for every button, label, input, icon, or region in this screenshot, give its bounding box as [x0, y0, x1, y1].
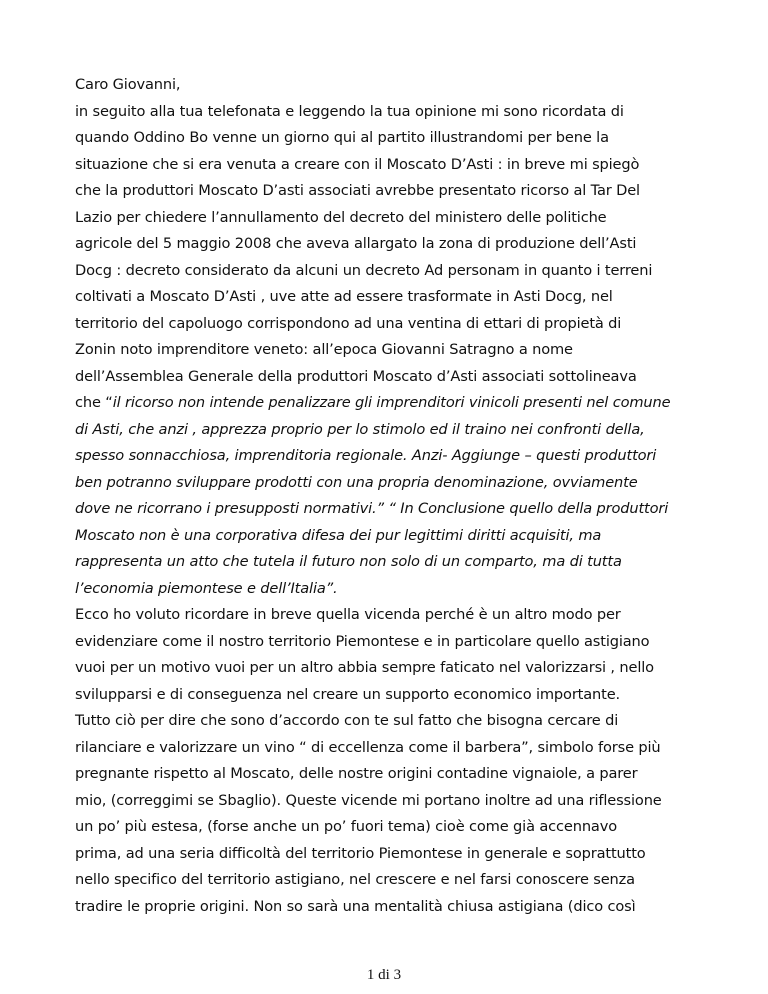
text-segment: nello specifico del territorio astigiano, nel crescere e nel farsi conoscere senza: [75, 871, 635, 888]
text-line: [75, 288, 613, 306]
text-line: [75, 686, 620, 704]
text-line: [75, 500, 668, 518]
text-line: [75, 845, 646, 863]
text-segment: territorio del capoluogo corrispondono ad una ventina di ettari di propietà di: [75, 314, 622, 332]
text-line: [75, 394, 670, 412]
text-line: [75, 659, 654, 677]
text-segment: agricole del 5 maggio 2008 che aveva allargato la zona di produzione dell’Asti: [75, 235, 637, 252]
text-line: [75, 818, 617, 836]
text-line: [75, 103, 624, 121]
italic-text-segment: di Asti, che anzi , apprezza proprio per lo stimolo ed il traino nei confronti della,: [75, 420, 645, 438]
italic-text-segment: Moscato non è una corporativa difesa dei pur legittimi diritti acquisiti, ma: [75, 526, 602, 544]
text-line: [75, 527, 601, 545]
text-segment: svilupparsi e di conseguenza nel creare un supporto economico importante.: [75, 685, 621, 703]
text-segment: Caro Giovanni,: [75, 76, 181, 93]
text-segment: pregnante rispetto al Moscato, delle nostre origini contadine vignaiole, a parer: [75, 765, 638, 782]
text-line: [75, 606, 621, 624]
text-segment: quando Oddino Bo venne un giorno qui al partito illustrandomi per bene la: [75, 129, 609, 146]
text-line: [75, 209, 607, 227]
text-segment: Tutto ciò per dire che sono d’accordo con te sul fatto che bisogna cercare di: [75, 712, 619, 729]
text-line: [75, 474, 638, 492]
page-number: 1 di 3: [366, 967, 402, 983]
text-segment: prima, ad una seria difficoltà del territorio Piemontese in generale e soprattutto: [75, 844, 646, 862]
text-line: [75, 156, 639, 174]
text-line: [75, 182, 640, 200]
text-segment: Ecco ho voluto ricordare in breve quella vicenda perché è un altro modo per: [75, 606, 621, 623]
text-segment: vuoi per un motivo vuoi per un altro abbia sempre faticato nel valorizzarsi , nello: [75, 659, 654, 676]
text-line: [75, 341, 573, 359]
text-line: [75, 315, 621, 333]
text-segment: Lazio per chiedere l’annullamento del decreto del ministero delle politiche: [75, 208, 607, 226]
text-segment: Zonin noto imprenditore veneto: all’epoca Giovanni Satragno a nome: [75, 341, 573, 358]
text-segment: Docg : decreto considerato da alcuni un decreto Ad personam in quanto i terreni: [75, 261, 653, 279]
text-line: [75, 129, 609, 147]
text-line: [75, 368, 637, 386]
text-segment: in seguito alla tua telefonata e leggendo la tua opinione mi sono ricordata di: [75, 102, 624, 120]
text-line: [75, 262, 652, 280]
text-line: [75, 580, 338, 598]
italic-text-segment: l’economia piemontese e dell’Italia”.: [75, 579, 338, 597]
text-segment: evidenziare come il nostro territorio Piemontese e in particolare quello astigiano: [75, 632, 650, 650]
text-line: [75, 898, 636, 916]
italic-text-segment: rappresenta un atto che tutela il futuro non solo di un comparto, ma di tutta: [75, 553, 622, 570]
italic-text-segment: il ricorso non intende penalizzare gli imprenditori vinicoli presenti nel comune: [112, 394, 671, 411]
text-line: [75, 421, 645, 439]
text-line: [75, 633, 649, 651]
italic-text-segment: dove ne ricorrano i presupposti normativi.” “ In Conclusione quello della produttori: [75, 500, 669, 517]
text-segment: situazione che si era venuta a creare con il Moscato D’Asti : in breve mi spiegò: [75, 155, 640, 173]
text-line: [75, 765, 638, 783]
text-segment: dell’Assemblea Generale della produttori Moscato d’Asti associati sottolineava: [75, 367, 637, 385]
text-line: [75, 553, 622, 571]
text-segment: coltivati a Moscato D’Asti , uve atte ad essere trasformate in Asti Docg, nel: [75, 288, 613, 305]
italic-text-segment: spesso sonnacchiosa, imprenditoria regionale. Anzi- Aggiunge – questi produttori: [75, 447, 657, 464]
text-segment: tradire le proprie origini. Non so sarà una mentalità chiusa astigiana (dico così: [75, 897, 636, 915]
text-line: [75, 739, 661, 757]
text-line: [75, 235, 636, 253]
text-segment: mio, (correggimi se Sbaglio). Queste vicende mi portano inoltre ad una riflessione: [75, 791, 662, 809]
text-segment: che “: [75, 394, 113, 411]
text-line: [75, 712, 618, 730]
italic-text-segment: ben potranno sviluppare prodotti con una propria denominazione, ovviamente: [75, 473, 638, 491]
text-line: [75, 76, 180, 94]
text-line: [75, 871, 635, 889]
text-segment: che la produttori Moscato D’asti associati avrebbe presentato ricorso al Tar Del: [75, 182, 640, 199]
text-segment: un po’ più estesa, (forse anche un po’ fuori tema) cioè come già accennavo: [75, 818, 617, 835]
text-line: [75, 447, 656, 465]
text-line: [75, 792, 662, 810]
text-segment: rilanciare e valorizzare un vino “ di eccellenza come il barbera”, simbolo forse più: [75, 738, 661, 756]
